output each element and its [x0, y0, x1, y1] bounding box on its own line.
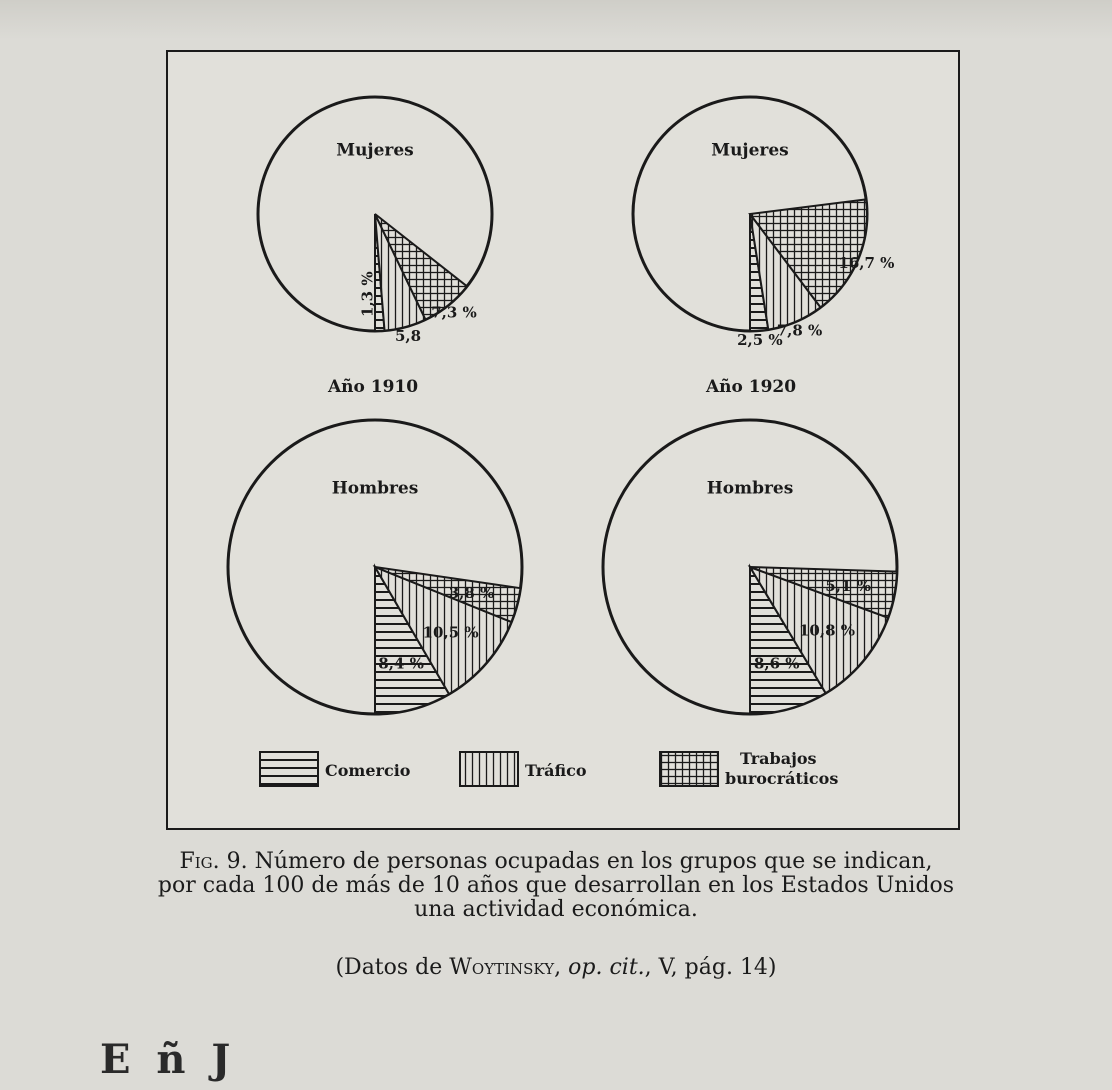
caption-line-2: por cada 100 de más de 10 años que desarrollan en los Estados Unidos [157, 873, 955, 898]
slice-label-burocraticos-hombres-1920: 5,1 % [825, 577, 871, 595]
legend-swatch-burocraticos [660, 752, 718, 786]
legend-label-comercio: Comercio [325, 761, 411, 780]
year-label-1920: Año 1920 [705, 377, 797, 397]
pie-title-mujeres-1910: Mujeres [336, 140, 414, 161]
pie-mujeres-1920 [633, 97, 894, 349]
pie-hombres-1910 [228, 420, 522, 714]
source-open: (Datos de [335, 955, 450, 980]
pie-title-hombres-1920: Hombres [706, 478, 794, 499]
pie-hombres-1920 [603, 420, 897, 714]
data-source: (Datos de Woytinsky, op. cit., V, pág. 14) [335, 955, 777, 980]
slice-label-trafico-hombres-1910: 10,5 % [422, 623, 479, 642]
legend-label-burocraticos: Trabajos burocráticos [725, 749, 839, 788]
slice-label-trafico-mujeres-1920: 7,8 % [776, 321, 823, 340]
legend-swatch-trafico [460, 752, 518, 786]
caption-line-1: Número de personas ocupadas en los grupos que se indican, [254, 849, 933, 874]
slice-label-comercio-mujeres-1910: 1,3 % [358, 271, 377, 317]
pie-title-hombres-1910: Hombres [331, 478, 419, 499]
figure-number: Fig. 9. [179, 849, 248, 874]
source-rest: , V, pág. 14) [644, 955, 777, 980]
slice-label-burocraticos-mujeres-1920: 16,7 % [838, 254, 895, 273]
caption-line-3: una actividad económica. [414, 897, 698, 922]
legend-swatch-comercio [260, 752, 318, 786]
year-label-1910: Año 1910 [327, 377, 419, 397]
figure-caption [40, 850, 1072, 922]
slice-label-comercio-mujeres-1920: 2,5 % [737, 331, 783, 349]
pie-title-mujeres-1920: Mujeres [711, 140, 789, 161]
slice-label-burocraticos-mujeres-1910: 7,3 % [431, 303, 477, 322]
page-text-above-figure [0, 0, 1112, 40]
figure-frame [166, 50, 960, 830]
slice-label-burocraticos-hombres-1910: 3,8 % [448, 584, 495, 603]
slice-label-trafico-mujeres-1910: 5,8 [394, 327, 422, 345]
legend-label-trafico: Tráfico [525, 761, 587, 780]
slice-label-comercio-hombres-1920: 8,6 % [753, 654, 800, 673]
pie-chart-figure [168, 52, 958, 828]
next-heading-partial: E ñ J [100, 1036, 237, 1083]
slice-label-comercio-hombres-1910: 8,4 % [378, 654, 424, 673]
slice-label-trafico-hombres-1920: 10,8 % [798, 621, 856, 640]
source-cit: op. cit. [568, 955, 645, 980]
legend [260, 749, 838, 788]
source-author: Woytinsky [449, 955, 555, 980]
pie-mujeres-1910 [258, 97, 492, 345]
